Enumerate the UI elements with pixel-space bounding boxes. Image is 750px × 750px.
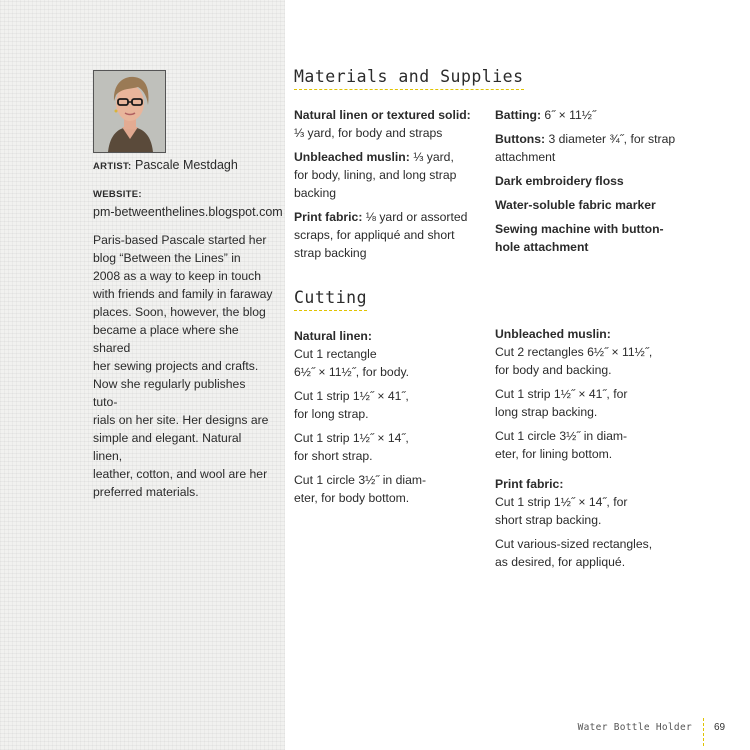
- cutting-item: [294, 345, 484, 381]
- material-detail: attachment: [495, 150, 556, 164]
- artist-name: Pascale Mestdagh: [135, 158, 238, 172]
- material-detail: ⅛ yard or assorted: [362, 210, 468, 224]
- bio-line: Now she regularly publishes tuto-: [93, 377, 246, 409]
- material-label: hole attachment: [495, 240, 589, 254]
- materials-left-column: [294, 106, 484, 268]
- footer-running-title: Water Bottle Holder: [577, 722, 692, 733]
- material-item: [495, 220, 695, 256]
- cutting-right-column: [495, 325, 695, 577]
- cutting-item: [495, 427, 695, 463]
- artist-bio: [93, 231, 273, 501]
- cutting-item: [495, 493, 695, 529]
- material-detail: ⅓ yard, for body and straps: [294, 126, 443, 140]
- page-number: 69: [714, 722, 726, 733]
- material-item: [294, 106, 484, 142]
- cutting-text: eter, for lining bottom.: [495, 447, 613, 461]
- cutting-text: Cut 1 strip 1½˝ × 14˝,: [294, 431, 409, 445]
- material-label: Buttons:: [495, 132, 546, 146]
- bio-line: 2008 as a way to keep in touch: [93, 269, 262, 283]
- bio-line: preferred materials.: [93, 485, 199, 499]
- material-item: [495, 130, 695, 166]
- material-label: Natural linen or textured solid:: [294, 108, 471, 122]
- cutting-text: Cut 1 circle 3½˝ in diam-: [495, 429, 628, 443]
- material-detail: 3 diameter ¾˝, for strap: [545, 132, 676, 146]
- cutting-text: Cut 1 circle 3½˝ in diam-: [294, 473, 427, 487]
- material-label: Print fabric:: [294, 210, 363, 224]
- footer-divider: [703, 718, 704, 746]
- artist-line: [93, 158, 238, 172]
- cutting-text: Cut 1 strip 1½˝ × 14˝, for: [495, 495, 628, 509]
- cutting-text: long strap backing.: [495, 405, 598, 419]
- material-label: Dark embroidery floss: [495, 174, 624, 188]
- cutting-group-title: Print fabric:: [495, 477, 564, 491]
- bio-line: with friends and family in faraway: [93, 287, 273, 301]
- cutting-item: [495, 535, 695, 571]
- bio-line: Paris-based Pascale started her: [93, 233, 267, 247]
- material-item: [495, 106, 695, 124]
- material-detail: for body, lining, and long strap: [294, 168, 457, 182]
- artist-portrait: [93, 70, 166, 153]
- cutting-text: 6½˝ × 11½˝, for body.: [294, 365, 410, 379]
- material-item: [294, 148, 484, 202]
- cutting-item: [294, 471, 484, 507]
- material-item: [495, 196, 695, 214]
- material-label: Water-soluble fabric marker: [495, 198, 656, 212]
- cutting-text: Cut various-sized rectangles,: [495, 537, 653, 551]
- cutting-text: eter, for body bottom.: [294, 491, 410, 505]
- cutting-text: Cut 1 strip 1½˝ × 41˝,: [294, 389, 409, 403]
- cutting-text: Cut 1 strip 1½˝ × 41˝, for: [495, 387, 628, 401]
- bio-line: places. Soon, however, the blog: [93, 305, 266, 319]
- cutting-heading: Cutting: [294, 288, 367, 311]
- cutting-item: [294, 429, 484, 465]
- website-label: WEBSITE:: [93, 189, 142, 200]
- cutting-text: as desired, for appliqué.: [495, 555, 626, 569]
- material-label: Unbleached muslin:: [294, 150, 410, 164]
- website-link[interactable]: pm-betweenthelines.blogspot.com: [93, 205, 283, 219]
- materials-heading: Materials and Supplies: [294, 67, 524, 90]
- material-detail: scraps, for appliqué and short: [294, 228, 455, 242]
- sidebar-panel: [0, 0, 285, 750]
- cutting-item: [495, 385, 695, 421]
- bio-line: became a place where she shared: [93, 323, 239, 355]
- cutting-item: [294, 387, 484, 423]
- material-detail: backing: [294, 186, 337, 200]
- cutting-text: for short strap.: [294, 449, 373, 463]
- cutting-text: for long strap.: [294, 407, 369, 421]
- material-detail: ⅓ yard,: [409, 150, 454, 164]
- cutting-text: short strap backing.: [495, 513, 602, 527]
- cutting-text: Cut 2 rectangles 6½˝ × 11½˝,: [495, 345, 653, 359]
- cutting-text: for body and backing.: [495, 363, 612, 377]
- cutting-text: Cut 1 rectangle: [294, 347, 377, 361]
- bio-line: blog “Between the Lines” in: [93, 251, 241, 265]
- material-label: Sewing machine with button-: [495, 222, 664, 236]
- material-item: [294, 208, 484, 262]
- cutting-group-title: Unbleached muslin:: [495, 327, 611, 341]
- bio-line: her sewing projects and crafts.: [93, 359, 259, 373]
- cutting-group-title: Natural linen:: [294, 329, 372, 343]
- artist-label: ARTIST:: [93, 161, 132, 172]
- bio-line: rials on her site. Her designs are: [93, 413, 269, 427]
- person-photo-icon: [94, 71, 165, 152]
- bio-line: leather, cotton, and wool are her: [93, 467, 268, 481]
- material-detail: 6˝ × 11½˝: [541, 108, 597, 122]
- cutting-left-column: [294, 327, 484, 513]
- cutting-item: [495, 343, 695, 379]
- material-label: Batting:: [495, 108, 542, 122]
- material-item: [495, 172, 695, 190]
- materials-right-column: [495, 106, 695, 262]
- bio-line: simple and elegant. Natural linen,: [93, 431, 242, 463]
- material-detail: strap backing: [294, 246, 367, 260]
